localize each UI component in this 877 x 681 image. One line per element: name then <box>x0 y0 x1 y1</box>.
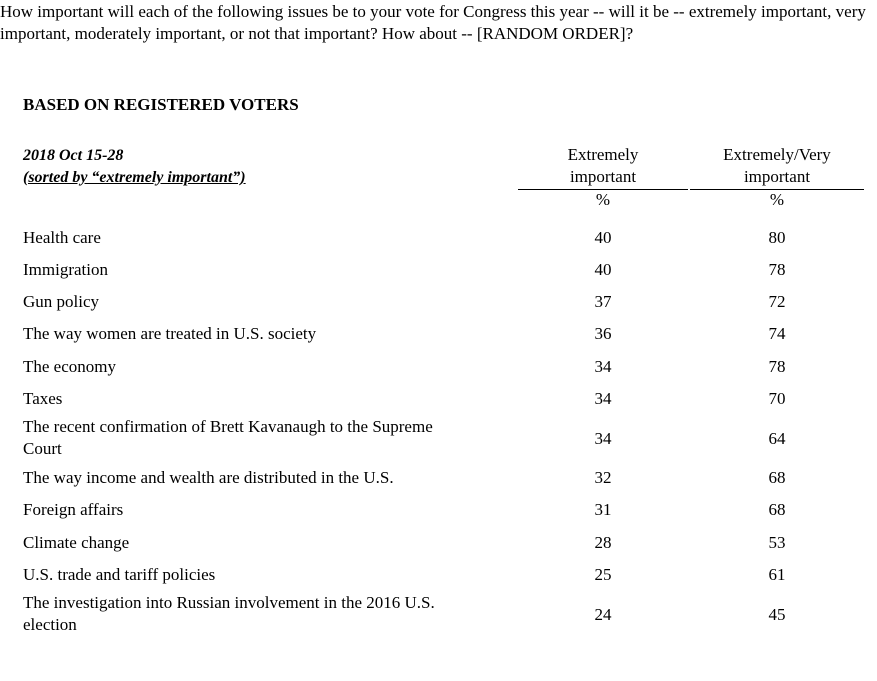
issue-label <box>23 416 523 460</box>
extremely-very-value: 74 <box>768 324 786 343</box>
extremely-value: 40 <box>594 260 612 279</box>
extremely-very-value: 68 <box>768 500 786 519</box>
issue-label: Taxes <box>23 389 63 408</box>
table-row <box>0 416 877 460</box>
extremely-very-value: 78 <box>768 260 786 279</box>
extremely-value: 34 <box>594 389 612 408</box>
question-text: How important will each of the following issues be to your vote for Congress this year -- will it be -- extremely important, very important, moderately important, or not that important? How about -- [RANDOM ORDER]? <box>0 2 866 43</box>
date-label: 2018 Oct 15-28 <box>23 147 124 164</box>
issue-label: The economy <box>23 357 116 376</box>
extremely-very-value: 61 <box>768 565 786 584</box>
issue-label: Climate change <box>23 533 130 552</box>
column-header-line: important <box>569 167 637 186</box>
extremely-very-value: 68 <box>768 468 786 487</box>
column-header-line: Extremely/Very <box>723 145 831 164</box>
issue-label-line: The investigation into Russian involvement in the 2016 U.S. <box>23 593 435 612</box>
extremely-very-value: 70 <box>768 389 786 408</box>
issue-label: The way women are treated in U.S. society <box>23 324 317 343</box>
extremely-value: 31 <box>594 500 612 519</box>
extremely-value: 28 <box>594 533 612 552</box>
column-header-extremely-important <box>518 144 688 190</box>
extremely-very-value: 64 <box>768 429 786 448</box>
issue-label: Health care <box>23 228 101 247</box>
column-header-line: Extremely <box>567 145 639 164</box>
column-unit-percent: % <box>595 190 611 209</box>
issue-label: Foreign affairs <box>23 500 124 519</box>
extremely-value: 24 <box>594 605 612 624</box>
extremely-very-value: 45 <box>768 605 786 624</box>
extremely-very-value: 53 <box>768 533 786 552</box>
issue-label-line: The recent confirmation of Brett Kavanaugh to the Supreme <box>23 417 433 436</box>
section-title: BASED ON REGISTERED VOTERS <box>23 95 299 114</box>
issue-label: U.S. trade and tariff policies <box>23 565 216 584</box>
column-header-extremely-very-important <box>690 144 864 190</box>
extremely-very-value: 72 <box>768 292 786 311</box>
column-unit-percent: % <box>769 190 785 209</box>
extremely-value: 37 <box>594 292 612 311</box>
issue-label: The way income and wealth are distributed in the U.S. <box>23 468 394 487</box>
issue-label <box>23 592 523 636</box>
issue-label-line: election <box>23 615 77 634</box>
issue-label: Gun policy <box>23 292 100 311</box>
sort-label: (sorted by “extremely important”) <box>23 169 246 186</box>
table-row <box>0 592 877 636</box>
column-header-line: important <box>743 167 811 186</box>
extremely-value: 32 <box>594 468 612 487</box>
issue-label: Immigration <box>23 260 108 279</box>
extremely-value: 36 <box>594 324 612 343</box>
extremely-value: 40 <box>594 228 612 247</box>
extremely-value: 34 <box>594 429 612 448</box>
extremely-value: 34 <box>594 357 612 376</box>
extremely-very-value: 80 <box>768 228 786 247</box>
issue-label-line: Court <box>23 439 62 458</box>
extremely-very-value: 78 <box>768 357 786 376</box>
extremely-value: 25 <box>594 565 612 584</box>
